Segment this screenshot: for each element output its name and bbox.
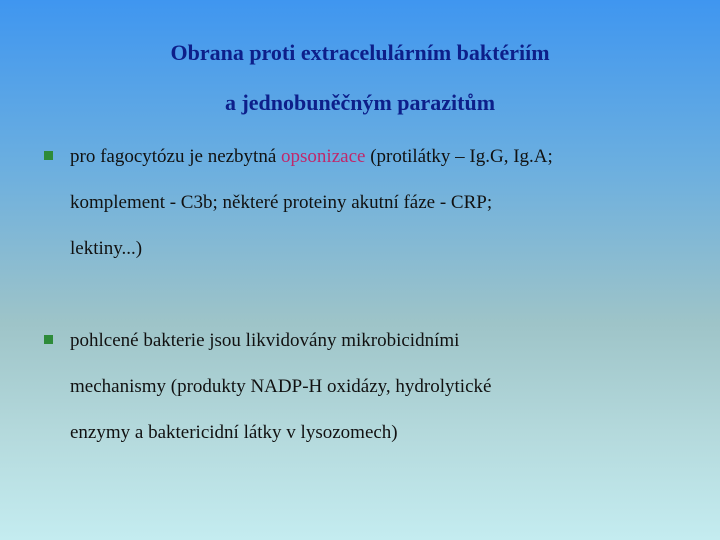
bullet-text-segment: (protilátky – Ig.G, Ig.A; bbox=[365, 146, 553, 167]
bullet-line: komplement - C3b; některé proteiny akutní fáze - CRP; bbox=[70, 192, 493, 213]
bullet-text-segment: pro fagocytózu je nezbytná bbox=[70, 146, 282, 167]
bullet-line bbox=[70, 134, 684, 180]
title-line-2: a jednobuněčným parazitům bbox=[224, 90, 496, 115]
bullet-line: enzymy a baktericidní látky v lysozomech) bbox=[70, 422, 398, 443]
bullet-item-bacteria-killing bbox=[44, 318, 684, 456]
square-bullet-icon bbox=[44, 335, 53, 344]
slide-title bbox=[0, 28, 720, 128]
bullet-line: pohlcené bakterie jsou likvidovány mikrobicidními bbox=[70, 330, 460, 351]
square-bullet-icon bbox=[44, 151, 53, 160]
bullet-line: mechanismy (produkty NADP-H oxidázy, hydrolytické bbox=[70, 376, 492, 397]
bullet-text bbox=[70, 134, 684, 272]
bullet-line: lektiny...) bbox=[70, 238, 143, 259]
highlighted-term: opsonizace bbox=[281, 146, 366, 167]
bullet-text bbox=[70, 318, 684, 456]
title-line-1: Obrana proti extracelulárním baktériím bbox=[170, 40, 550, 65]
bullet-item-phagocytosis bbox=[44, 134, 684, 272]
